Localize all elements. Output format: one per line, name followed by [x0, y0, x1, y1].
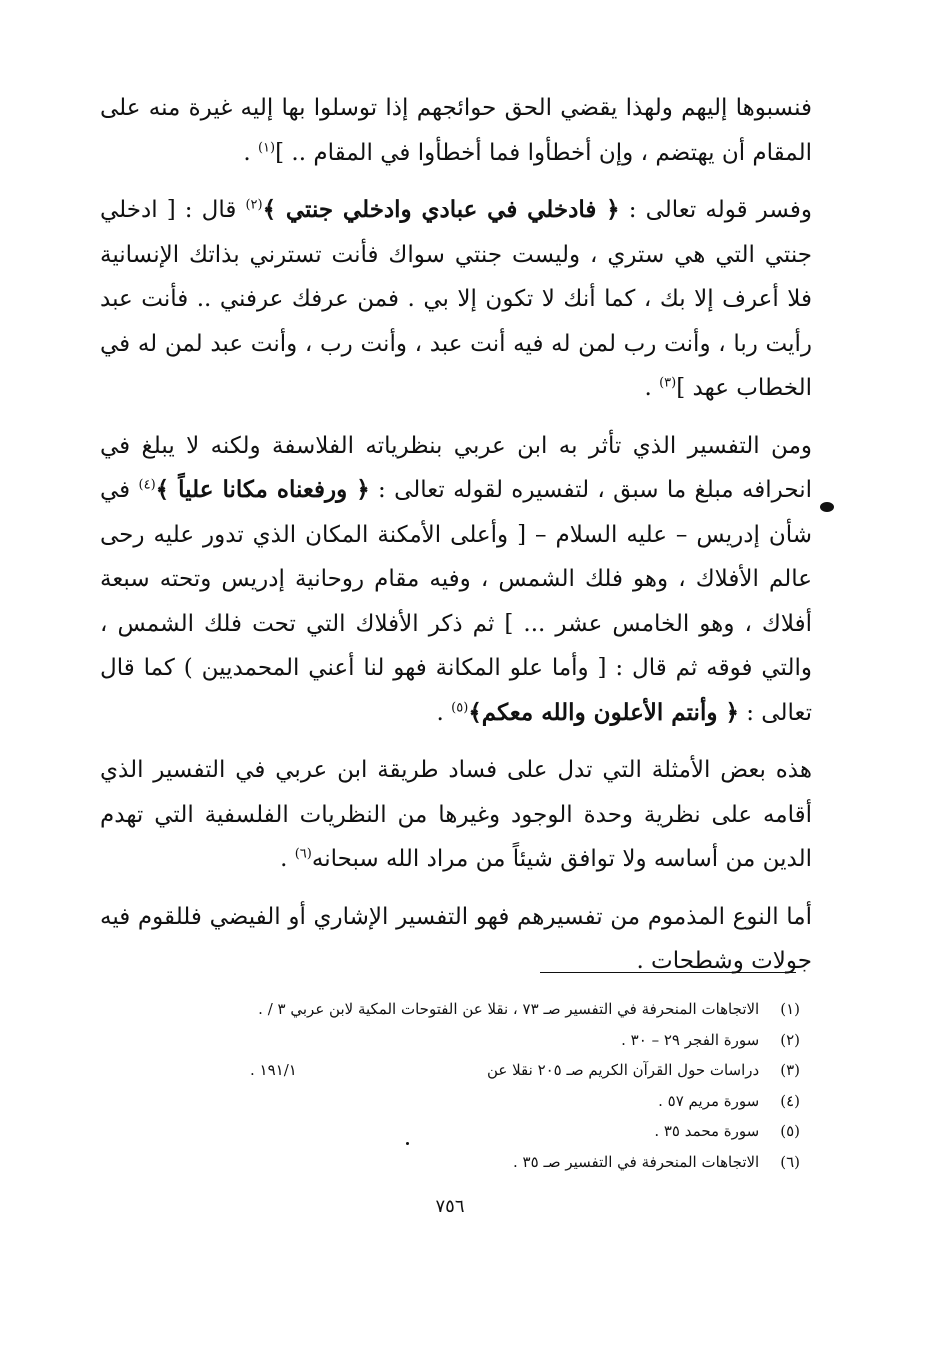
footnote-ref: (٣) — [659, 375, 677, 391]
text-run: . — [644, 375, 660, 401]
footnote-separator — [540, 972, 796, 973]
footnote-number: (٢) — [780, 1030, 800, 1049]
footnote-number: (٣) — [780, 1061, 800, 1079]
footnote-ref: (٦) — [294, 846, 312, 862]
text-run: . — [280, 846, 295, 872]
footnote — [160, 1025, 800, 1056]
footnote-ref: (٤) — [138, 477, 156, 493]
footnote-ref: (٢) — [245, 197, 263, 213]
footnote-text: سورة الفجر ٢٩ – ٣٠ . — [621, 1030, 760, 1049]
footnote — [160, 994, 800, 1025]
footnote-ref: (٥) — [451, 699, 469, 715]
paragraph — [100, 188, 812, 411]
footnote-text: سورة مريم ٥٧ . — [658, 1091, 760, 1110]
text-run: قال : [ ادخلي جنتي التي هي ستري ، وليست جنتي سواك فأنت تسترني بذاتك الإنسانية فلا أعرف إلا بك ، كما أنك لا تكون إلا بي . فمن عرفك عرفني .. فأنت عبد رأيت ربا ، وأنت رب لمن له فيه أنت عبد ، وأنت رب ، وأنت عبد لمن له في الخطاب عهد ] — [100, 197, 812, 401]
footnote-text: سورة محمد ٣٥ . — [654, 1122, 760, 1140]
footnote-ref: (١) — [257, 139, 276, 155]
text-run: أما النوع المذموم من تفسيرهم فهو التفسير الإشاري أو الفيضي فللقوم فيه جولات وشطحات . — [100, 903, 812, 974]
footnote — [160, 1116, 800, 1147]
paragraph — [100, 86, 812, 175]
text-run: هذه بعض الأمثلة التي تدل على فساد طريقة ابن عربي في التفسير الذي أقامه على نظرية وحدة الوجود وغيرها من النظريات الفلسفية التي تهدم الدين من أساسه ولا توافق شيئاً من مراد الله سبحانه — [100, 757, 812, 872]
footnote-text: الاتجاهات المنحرفة في التفسير صـ ٣٥ . — [513, 1152, 760, 1171]
text-run: فنسبوها إليهم ولهذا يقضي الحق حوائجهم إذا توسلوا بها إليه غيرة منه على المقام أن يهتضم ، وإن أخطأوا فما أخطأوا في المقام .. ] — [100, 95, 812, 166]
text-run: . — [436, 699, 452, 726]
footnote-text: الاتجاهات المنحرفة في التفسير صـ ٧٣ ، نقلا عن الفتوحات المكية لابن عربي ٣ / . — [258, 1000, 760, 1018]
footnote-number: (٦) — [780, 1152, 800, 1171]
quran-verse: ﴿ ورفعناه مكانا علياً ﴾ — [155, 476, 370, 503]
footnotes — [160, 994, 800, 1177]
text-run: ومن التفسير الذي تأثر به ابن عربي بنظرياته الفلاسفة ولكنه لا يبلغ في انحرافه مبلغ ما سبق ، لتفسيره لقوله تعالى : — [100, 432, 812, 503]
margin-mark — [820, 502, 834, 512]
footnote — [160, 1147, 800, 1178]
main-text — [100, 86, 812, 984]
scan-speck — [406, 1142, 409, 1145]
footnote-number: (٤) — [780, 1091, 800, 1110]
footnote-text: دراسات حول القرآن الكريم صـ ٢٠٥ نقلا عن — [486, 1061, 760, 1079]
text-run: في شأن إدريس – عليه السلام – [ وأعلى الأمكنة المكان الذي تدور عليه رحى عالم الأفلاك ، وهو فلك الشمس ، وفيه مقام روحانية إدريس وتحته سبعة أفلاك ، وهو الخامس عشر ... ] ثم ذكر الأفلاك التي تحت فلك الشمس ، والتي فوقه ثم قال : [ وأما علو المكانة فهو لنا أعني المحمديين ) كما قال تعالى : — [100, 477, 812, 726]
footnote-number: (١) — [780, 1000, 800, 1018]
footnote-number: (٥) — [780, 1122, 800, 1140]
text-run: . — [243, 139, 258, 166]
quran-verse: ﴿ وأنتم الأعلون والله معكم﴾ — [468, 698, 739, 726]
text-run: وفسر قوله تعالى : — [619, 197, 812, 223]
quran-verse: ﴿ فادخلي في عبادي وادخلي جنتي ﴾ — [262, 196, 620, 223]
footnote — [160, 1086, 800, 1117]
paragraph — [100, 895, 812, 984]
paragraph — [100, 748, 812, 882]
footnote — [160, 1055, 800, 1086]
paragraph — [100, 424, 812, 736]
footnote-reference-detail: ١٩١/١ . — [250, 1061, 297, 1079]
page-number: ٧٥٦ — [435, 1196, 465, 1217]
